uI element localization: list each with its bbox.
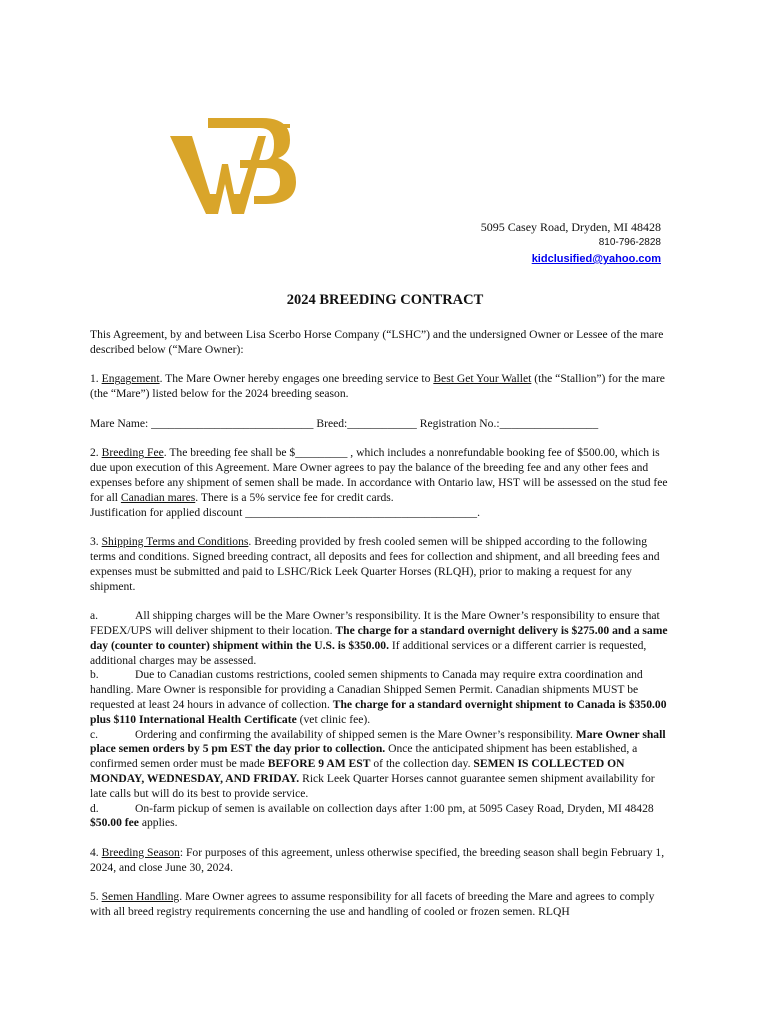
section-heading: Breeding Season — [101, 845, 180, 859]
text-run: (vet clinic fee). — [296, 712, 371, 726]
company-logo — [170, 114, 298, 214]
address-block — [481, 219, 661, 267]
text-run: All shipping charges will be the Mare Owner’s responsibility. It is the Mare Owner’s responsibility to ensure that FEDEX/UPS will deliver shipment to their location. — [90, 609, 660, 637]
text-run: applies. — [138, 816, 178, 830]
text-run: Once the anticipated shipment has been established, a confirmed semen order must be made — [90, 742, 638, 771]
text-run: (the “Stallion”) for the mare (the “Mare”) listed below for the 2024 breeding season. — [90, 372, 665, 401]
text-run: $50.00 fee — [90, 816, 139, 830]
text-run: d. — [90, 801, 99, 815]
section-heading: Breeding Fee — [101, 446, 164, 460]
text-run: 5. — [90, 890, 99, 904]
text-run: 2. — [90, 446, 99, 460]
section-semen-handling — [90, 890, 670, 920]
text-run: Ordering and confirming the availability of shipped semen is the Mare Owner’s responsibility. — [135, 727, 576, 741]
text-run: b. — [90, 668, 99, 682]
discount-justification: Justification for applied discount ________________________________________. — [90, 505, 480, 519]
text-run: a. — [90, 609, 99, 623]
text-run: c. — [90, 727, 99, 741]
section-heading: Engagement — [101, 372, 160, 386]
text-run: This Agreement, by and between Lisa Scerbo Horse Company (“LSHC”) and the undersigned Owner or Lessee of the mare described below (“Mare Owner): — [90, 328, 664, 356]
text-run: The charge for a standard overnight shipment to Canada is $350.00 plus $110 International Health Certificate — [90, 697, 667, 726]
text-run: 1. — [90, 372, 99, 386]
text-run: On-farm pickup of semen is available on collection days after 1:00 pm, at 5095 Casey Road, Dryden, MI 48428 — [135, 801, 654, 815]
phone-number: 810-796-2828 — [598, 237, 661, 248]
text-run: . The breeding fee shall be $_________ , which includes a nonrefundable booking fee of $500.00, which is due upon execution of this Agreement. Mare Owner agrees to pay the balance of the breeding fee and any other fees and expenses before any shipment of semen shall be made. In accordance with Ontario law, HST will be assessed on the stud fee for all — [90, 446, 668, 504]
section-heading: Shipping Terms and Conditions — [101, 535, 249, 549]
stallion-name: Best Get Your Wallet — [433, 372, 532, 386]
text-run: . Breeding provided by fresh cooled semen will be shipped according to the following terms and conditions. Signed breeding contract, all deposits and fees for collection and shipment, and all breeding fees and expenses must be submitted and paid to LSHC/Rick Leek Quarter Horses (RLQH), prior to making a request for any shipment. — [90, 535, 660, 593]
street-address: 5095 Casey Road, Dryden, MI 48428 — [480, 220, 661, 234]
section-heading: Semen Handling — [101, 890, 180, 904]
text-run: SEMEN IS COLLECTED ON MONDAY, WEDNESDAY, AND FRIDAY. — [90, 757, 625, 785]
shipping-item-d — [90, 802, 670, 832]
text-run: Rick Leek Quarter Horses cannot guarantee semen shipment availability for late calls but will do its best to provide service. — [90, 771, 655, 800]
section-breeding-fee — [90, 446, 670, 520]
intro-paragraph — [90, 328, 670, 358]
mare-info-line: Mare Name: ____________________________ Breed:____________ Registration No.:_________________ — [90, 416, 599, 430]
shipping-item-a — [90, 609, 670, 668]
section-engagement — [90, 372, 670, 402]
section-shipping — [90, 535, 670, 594]
text-run: The charge for a standard overnight delivery is $275.00 and a same day (counter to counter) shipment within the U.S. is $350.00. — [90, 623, 668, 652]
contract-body — [90, 328, 670, 935]
text-run: of the collection day. — [370, 757, 474, 771]
text-run: : For purposes of this agreement, unless otherwise specified, the breeding season shall begin February 1, 2024, and close June 30, 2024. — [90, 845, 665, 874]
canadian-mares: Canadian mares — [120, 490, 196, 504]
text-run: Due to Canadian customs restrictions, cooled semen shipments to Canada may require extra coordination and handling. Mare Owner is responsible for providing a Canadian Shipped Semen Permit. Canadian shipments MUST be requested at least 24 hours in advance of collection. — [90, 668, 643, 711]
text-run: BEFORE 9 AM EST — [267, 757, 371, 771]
text-run: If additional services or a different carrier is requested, additional charges may be assessed. — [90, 638, 647, 667]
text-run: . Mare Owner agrees to assume responsibility for all facets of breeding the Mare and agrees to comply with all breed registry requirements concerning the use and handling of cooled or frozen semen. RLQH — [90, 890, 655, 919]
section-breeding-season — [90, 846, 670, 876]
shipping-item-c — [90, 728, 670, 802]
text-run: 3. — [90, 535, 99, 549]
page-title: 2024 BREEDING CONTRACT — [286, 292, 484, 308]
text-run: . The Mare Owner hereby engages one breeding service to — [159, 372, 434, 386]
text-run: Mare Owner shall place semen orders by 5 pm EST the day prior to collection. — [90, 727, 666, 756]
shipping-item-b — [90, 668, 670, 727]
text-run: 4. — [90, 845, 99, 859]
text-run: . There is a 5% service fee for credit cards. — [195, 490, 394, 504]
email-link[interactable]: kidclusified@yahoo.com — [531, 253, 661, 265]
